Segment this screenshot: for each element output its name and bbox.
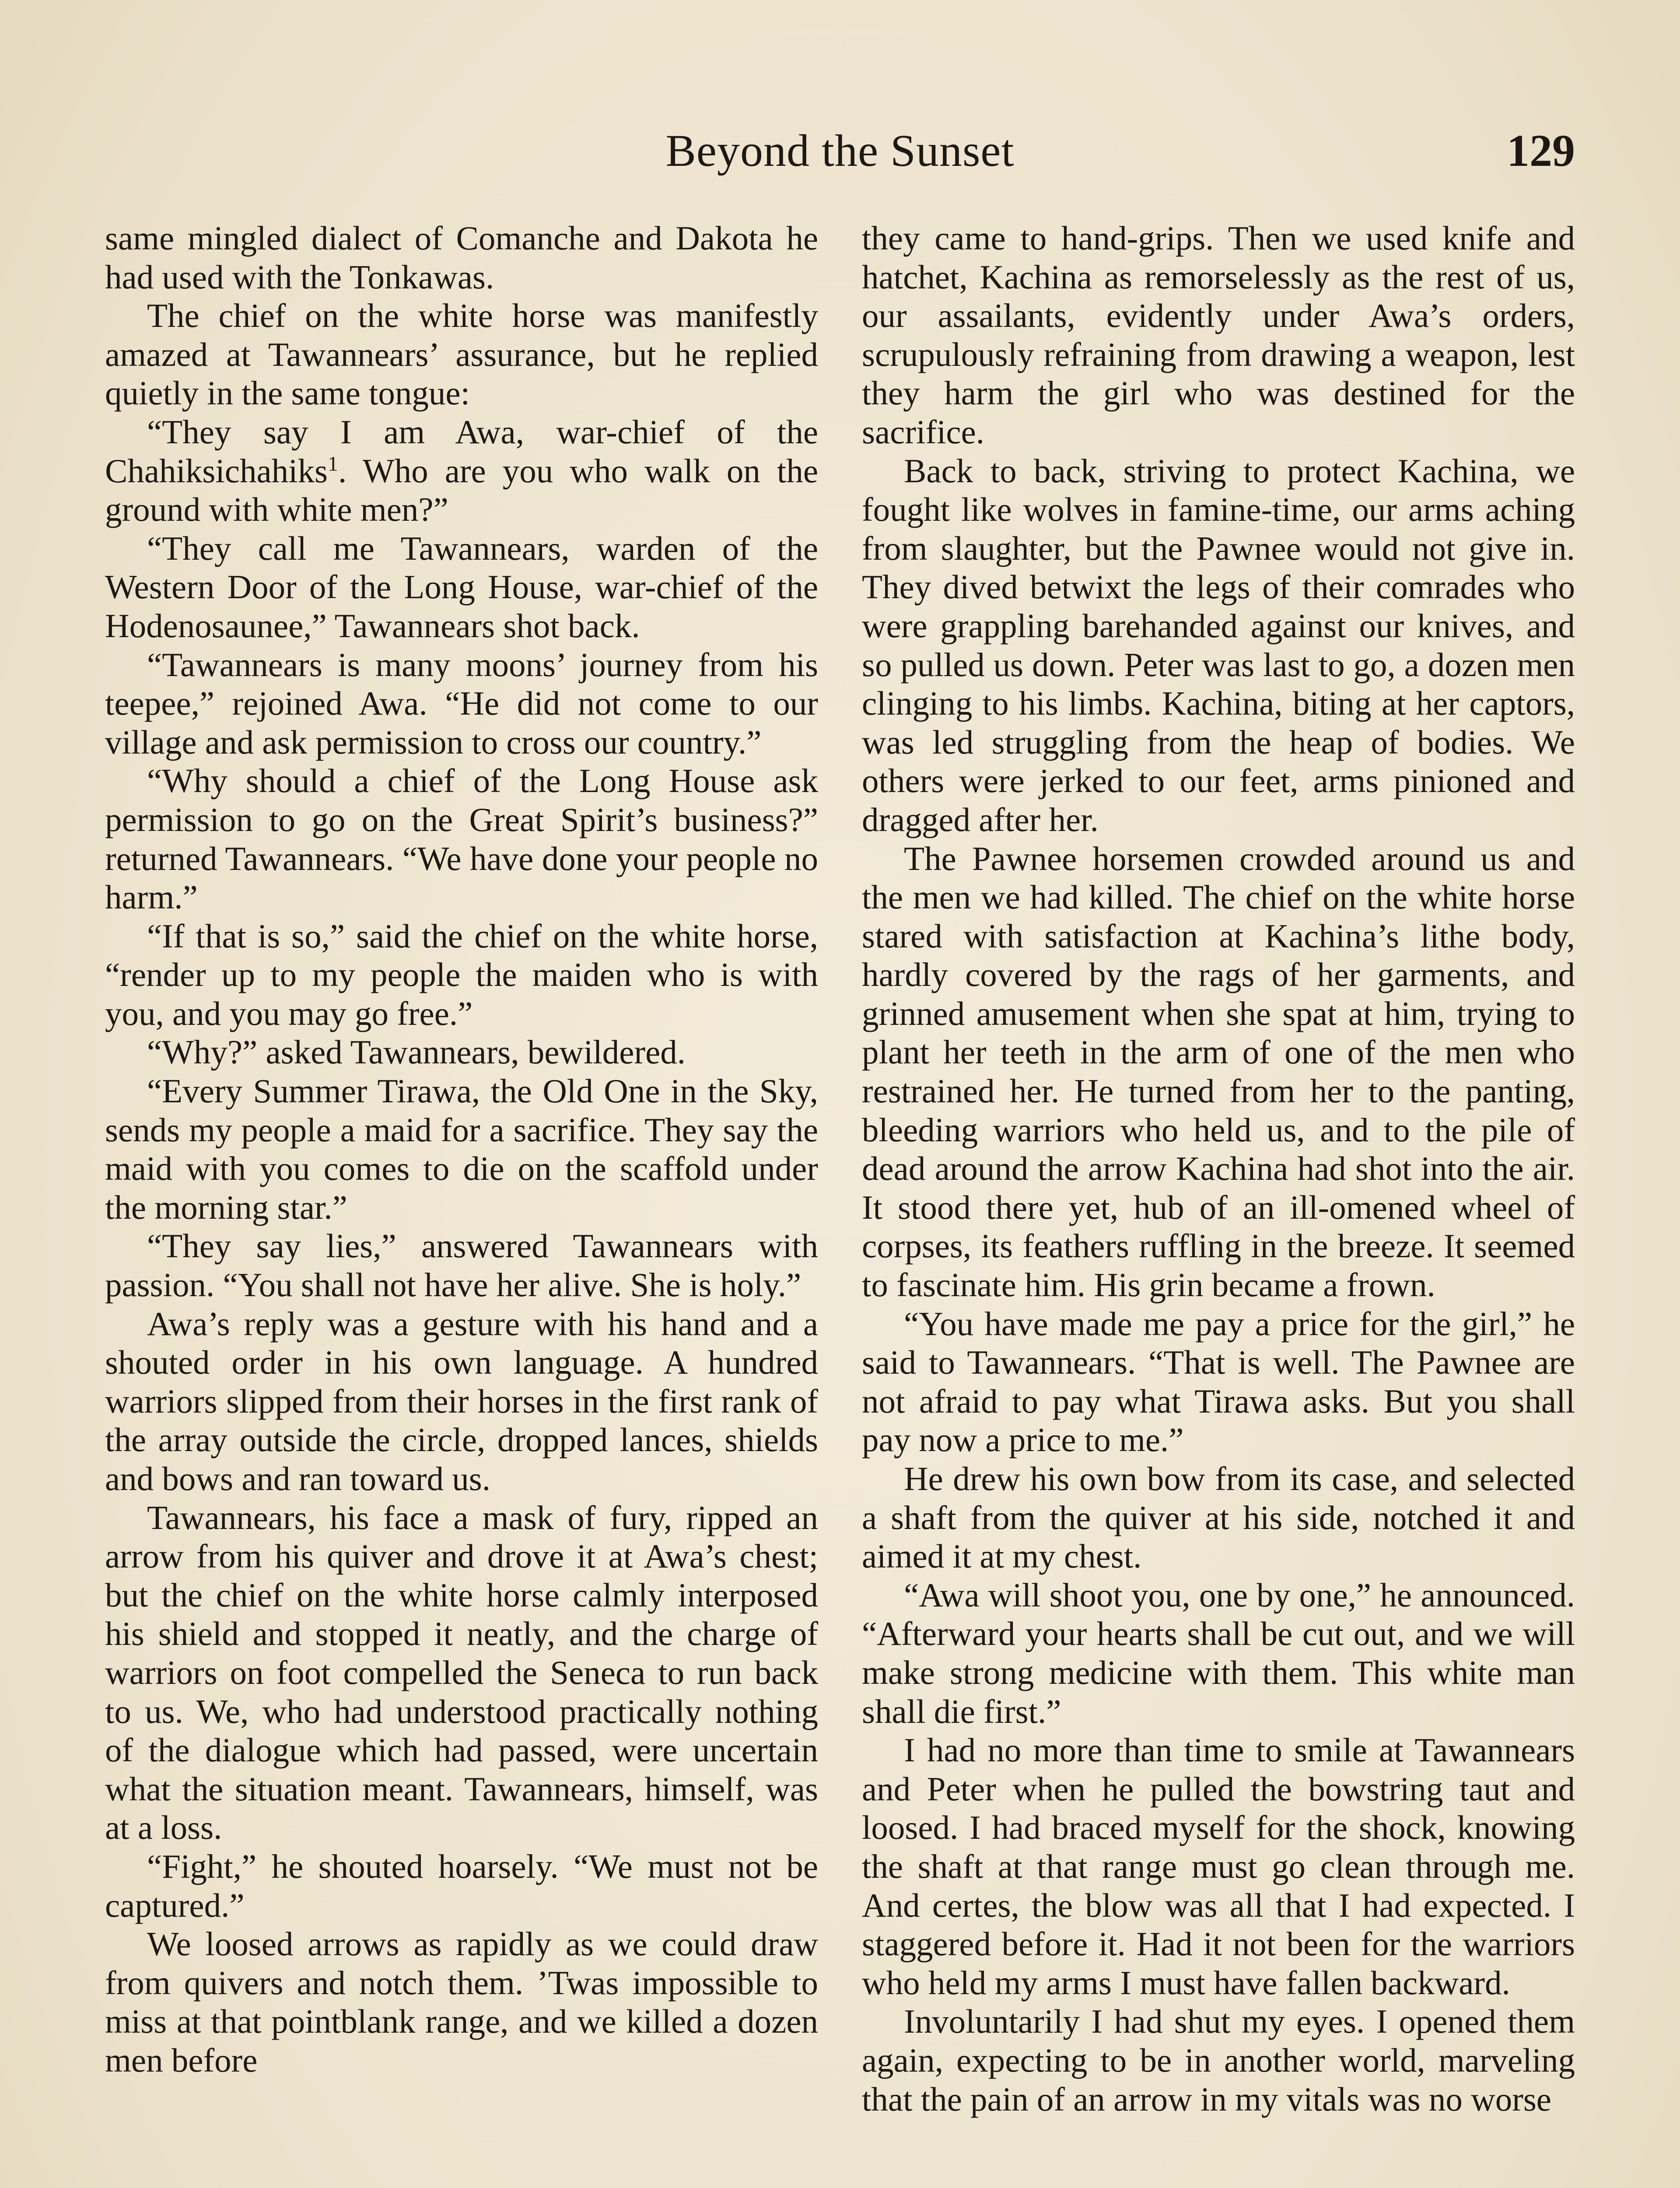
paragraph [862,1459,1575,1576]
paragraph [862,1731,1575,2002]
paragraph-text: “Why?” asked Tawannears, bewildered. [147,1033,686,1071]
paragraph [105,1498,818,1847]
paragraph-text: “Awa will shoot you, one by one,” he announced. “Afterward your hearts shall be cut out, and we will make strong medicine with them. This white man shall die first.” [862,1576,1575,1730]
paragraph-text: “Fight,” he shouted hoarsely. “We must not be captured.” [105,1847,818,1924]
paragraph-text: “If that is so,” said the chief on the white horse, “render up to my people the maiden who is with you, and you may go free.” [105,917,818,1032]
paragraph-text: “You have made me pay a price for the girl,” he said to Tawannears. “That is well. The Pawnee are not afraid to pay what Tirawa asks. But you shall pay now a price to me.” [862,1304,1575,1459]
page-number: 129 [1507,126,1575,176]
paragraph [862,452,1575,839]
paragraph-text: He drew his own bow from its case, and selected a shaft from the quiver at his side, notched it and aimed it at my chest. [862,1460,1575,1575]
paragraph [105,413,818,529]
paragraph-text: “Why should a chief of the Long House ask permission to go on the Great Spirit’s business?” returned Tawannears. “We have done your people no harm.” [105,762,818,916]
paragraph-text: I had no more than time to smile at Tawannears and Peter when he pulled the bowstring taut and loosed. I had braced myself for the shock, knowing the shaft at that range must go clean through me. And certes, the blow was all that I had expected. I staggered before it. Had it not been for the warriors who held my arms I must have fallen backward. [862,1731,1575,2002]
footnote-reference[interactable]: 1 [328,452,338,475]
paragraph [862,1576,1575,1731]
paragraph-text: “They say I am Awa, war-chief of the Chahiksichahiks [105,413,818,490]
paragraph-text: “Every Summer Tirawa, the Old One in the Sky, sends my people a maid for a sacrifice. They say the maid with you comes to die on the scaffold under the morning star.” [105,1072,818,1226]
left-text-column [105,219,818,2080]
paragraph [105,529,818,645]
paragraph-text-continued: . Who are you who walk on the ground with white men?” [105,452,818,529]
paragraph [862,1304,1575,1459]
paragraph [105,1033,818,1072]
paragraph [862,2002,1575,2118]
page-header [105,118,1575,184]
paragraph-text: they came to hand-grips. Then we used knife and hatchet, Kachina as remorselessly as the rest of us, our assailants, evidently under Awa’s orders, scrupulously refraining from drawing a weapon, lest they harm the girl who was destined for the sacrifice. [862,219,1575,451]
paragraph [105,219,818,296]
paragraph [105,1227,818,1304]
paragraph-text: “They call me Tawannears, warden of the Western Door of the Long House, war-chief of the Hodenosaunee,” Tawannears shot back. [105,529,818,645]
paragraph [105,761,818,916]
paragraph-text: Awa’s reply was a gesture with his hand and a shouted order in his own language. A hundred warriors slipped from their horses in the first rank of the array outside the circle, dropped lances, shields and bows and ran toward us. [105,1304,818,1497]
paragraph [105,1072,818,1227]
paragraph [105,1925,818,2079]
paragraph-text: The Pawnee horsemen crowded around us and the men we had killed. The chief on the white horse stared with satisfaction at Kachina’s lithe body, hardly covered by the rags of her garments, and grinned amusement when she spat at him, trying to plant her teeth in the arm of one of the men who restrained her. He turned from her to the panting, bleeding warriors who held us, and to the pile of dead around the arrow Kachina had shot into the air. It stood there yet, hub of an ill-omened wheel of corpses, its feathers ruffling in the breeze. It seemed to fascinate him. His grin became a frown. [862,839,1575,1304]
paragraph-text: The chief on the white horse was manifestly amazed at Tawannears’ assurance, but he replied quietly in the same tongue: [105,297,818,412]
paragraph [105,1847,818,1925]
paragraph [105,917,818,1033]
running-title: Beyond the Sunset [665,126,1015,176]
paragraph-text: “They say lies,” answered Tawannears with passion. “You shall not have her alive. She is holy.” [105,1227,818,1304]
paragraph-text: same mingled dialect of Comanche and Dakota he had used with the Tonkawas. [105,219,818,296]
paragraph-text: Tawannears, his face a mask of fury, ripped an arrow from his quiver and drove it at Awa’s chest; but the chief on the white horse calmly interposed his shield and stopped it neatly, and the charge of warriors on foot compelled the Seneca to run back to us. We, who had understood practically nothing of the dialogue which had passed, were uncertain what the situation meant. Tawannears, himself, was at a loss. [105,1498,818,1847]
paragraph-text: Back to back, striving to protect Kachina, we fought like wolves in famine-time, our arms aching from slaughter, but the Pawnee would not give in. They dived betwixt the legs of their comrades who were grappling barehanded against our knives, and so pulled us down. Peter was last to go, a dozen men clinging to his limbs. Kachina, biting at her captors, was led struggling from the heap of bodies. We others were jerked to our feet, arms pinioned and dragged after her. [862,452,1575,838]
paragraph [862,839,1575,1304]
paragraph-text: Involuntarily I had shut my eyes. I opened them again, expecting to be in another world, marveling that the pain of an arrow in my vitals was no worse [862,2002,1575,2118]
paragraph [105,296,818,413]
paragraph [862,219,1575,452]
paragraph [105,645,818,762]
paragraph [105,1304,818,1498]
paragraph-text: “Tawannears is many moons’ journey from his teepee,” rejoined Awa. “He did not come to our village and ask permission to cross our country.” [105,645,818,761]
paragraph-text: We loosed arrows as rapidly as we could draw from quivers and notch them. ’Twas impossible to miss at that pointblank range, and we killed a dozen men before [105,1925,818,2079]
right-text-column [862,219,1575,2118]
